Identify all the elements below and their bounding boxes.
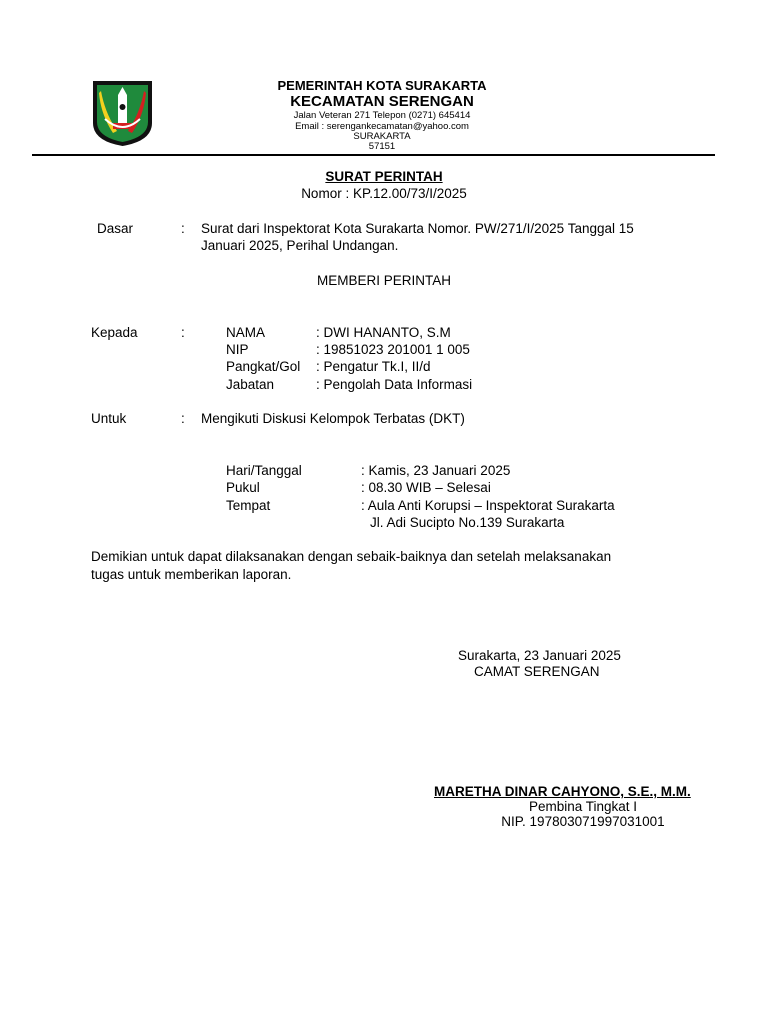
signatory-rank: Pembina Tingkat I bbox=[528, 799, 638, 814]
office-city: SURAKARTA bbox=[353, 131, 411, 142]
schedule-key-place: Tempat bbox=[226, 498, 271, 513]
dasar-text-line-2: Januari 2025, Perihal Undangan. bbox=[201, 238, 399, 253]
office-address: Jalan Veteran 271 Telepon (0271) 645414 bbox=[293, 110, 471, 121]
dasar-label: Dasar bbox=[97, 221, 134, 236]
schedule-value-place: : Aula Anti Korupsi – Inspektorat Surakarta bbox=[361, 498, 615, 513]
letterhead-divider bbox=[32, 154, 715, 156]
district-name: KECAMATAN SERENGAN bbox=[290, 93, 474, 110]
kepada-label: Kepada bbox=[91, 325, 138, 340]
field-key-nama: NAMA bbox=[226, 325, 266, 340]
signatory-nip: NIP. 197803071997031001 bbox=[501, 814, 665, 829]
closing-line-2: tugas untuk memberikan laporan. bbox=[91, 567, 292, 582]
schedule-value-date: : Kamis, 23 Januari 2025 bbox=[361, 463, 511, 478]
untuk-colon: : bbox=[181, 411, 185, 426]
office-email: Email : serengankecamatan@yahoo.com bbox=[295, 121, 469, 132]
surakarta-city-emblem-icon bbox=[91, 79, 154, 147]
signature-place-date: Surakarta, 23 Januari 2025 bbox=[458, 648, 621, 663]
order-heading: MEMBERI PERINTAH bbox=[316, 273, 451, 288]
dasar-text-line-1: Surat dari Inspektorat Kota Surakarta Nomor. PW/271/I/2025 Tanggal 15 bbox=[201, 221, 634, 236]
schedule-key-time: Pukul bbox=[226, 480, 260, 495]
field-value-nama: : DWI HANANTO, S.M bbox=[316, 325, 451, 340]
field-value-jabatan: : Pengolah Data Informasi bbox=[316, 377, 473, 392]
schedule-key-date: Hari/Tanggal bbox=[226, 463, 302, 478]
signature-position: CAMAT SERENGAN bbox=[474, 664, 600, 679]
government-name: PEMERINTAH KOTA SURAKARTA bbox=[277, 78, 487, 93]
kepada-colon: : bbox=[181, 325, 185, 340]
field-key-nip: NIP bbox=[226, 342, 249, 357]
field-key-jabatan: Jabatan bbox=[226, 377, 275, 392]
dasar-colon: : bbox=[181, 221, 185, 236]
field-value-pangkat: : Pengatur Tk.I, II/d bbox=[316, 359, 431, 374]
office-postal-code: 57151 bbox=[368, 141, 396, 152]
letter-number: Nomor : KP.12.00/73/I/2025 bbox=[301, 186, 467, 201]
untuk-label: Untuk bbox=[91, 411, 127, 426]
schedule-value-time: : 08.30 WIB – Selesai bbox=[361, 480, 491, 495]
letter-title: SURAT PERINTAH bbox=[325, 169, 443, 184]
untuk-text: Mengikuti Diskusi Kelompok Terbatas (DKT) bbox=[201, 411, 465, 426]
schedule-place-address: Jl. Adi Sucipto No.139 Surakarta bbox=[370, 515, 565, 530]
field-key-pangkat: Pangkat/Gol bbox=[226, 359, 301, 374]
field-value-nip: : 19851023 201001 1 005 bbox=[316, 342, 470, 357]
signatory-name: MARETHA DINAR CAHYONO, S.E., M.M. bbox=[434, 784, 691, 799]
closing-line-1: Demikian untuk dapat dilaksanakan dengan sebaik-baiknya dan setelah melaksanakan bbox=[91, 549, 612, 564]
